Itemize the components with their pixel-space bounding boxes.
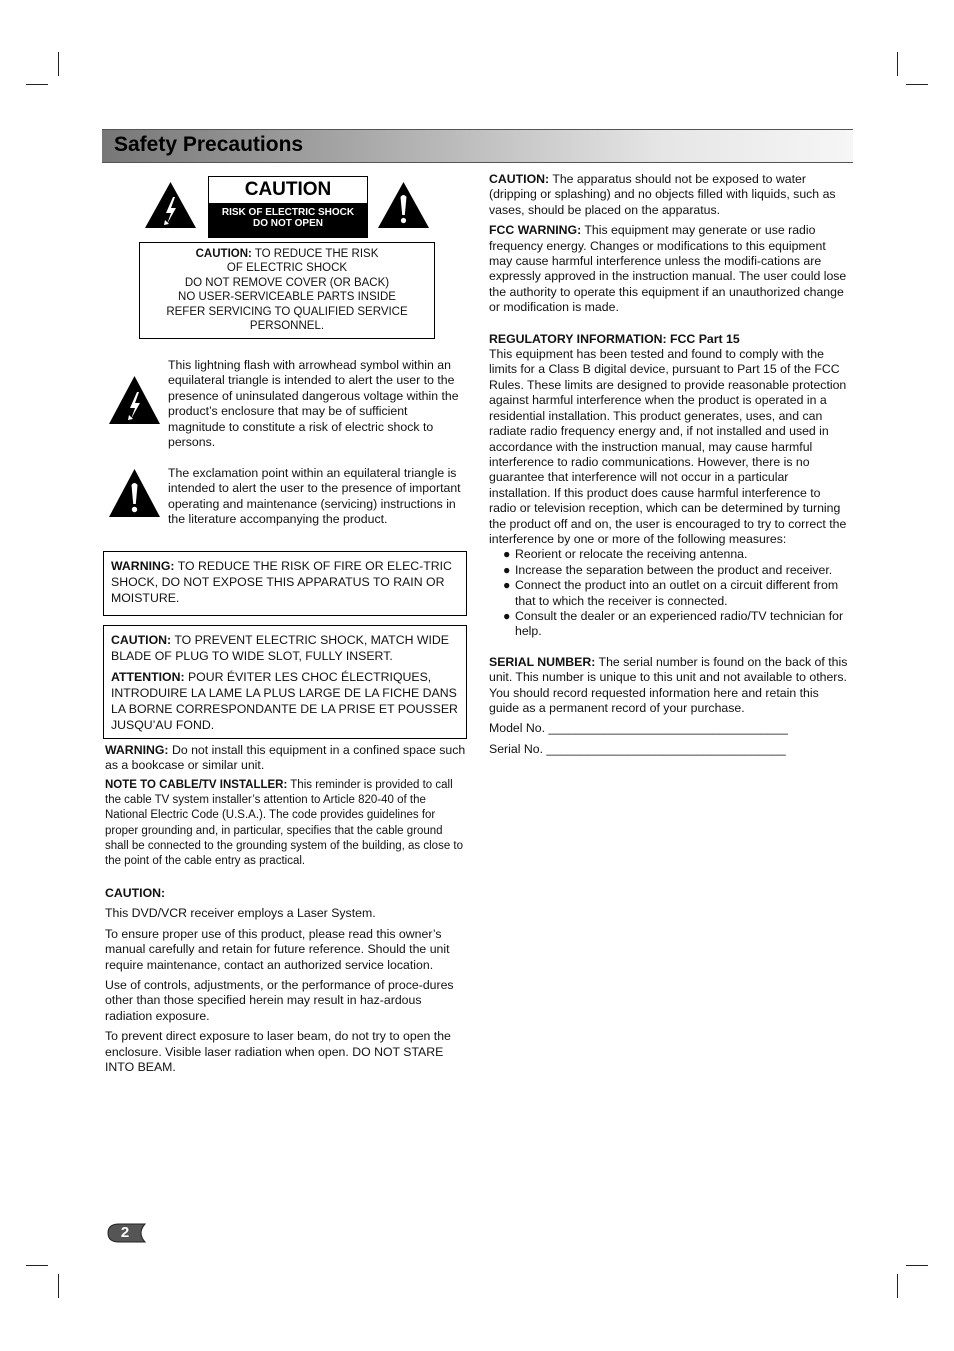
regulatory-text: This equipment has been tested and found to comply with the limits for a Class B digital device, pursuant to Part 15 of the FCC Rules. These limits are designed to provide reasonable protection against harmful interference when the product is operated in a residential installation. This product generates, uses, and can radiate radio frequency energy and, if not installed and used in accordance with the instruction manual, may cause harmful interference to radio communications. However, there is no guarantee that interference will not occur in a particular installation. If this product does cause harmful interference to radio or television reception, which can be determined by turning the product off and on, the user is encouraged to try to correct the interference by one or more of the following measures: [489,347,847,546]
confined-space-warning [105,743,467,779]
list-item: ● Increase the separation between the product and receiver. [503,562,833,577]
regulatory-heading: REGULATORY INFORMATION: FCC Part 15 [489,331,740,346]
warning-lead: WARNING: [111,559,175,573]
note-lead: NOTE TO CABLE/TV INSTALLER: [105,779,288,791]
list-item: ● Reorient or relocate the receiving antenna. [503,547,748,562]
bullet: ● [503,578,511,593]
exclamation-triangle-icon [376,180,431,230]
lightning-explanation: This lightning flash with arrowhead symbol within an equilateral triangle is intended to alert the user to the presence of uninsulated dangerous voltage within the product’s enclosure that may be of sufficient magnitude to constitute a risk of electric shock to persons. [168,358,459,450]
list-item: ● Connect the product into an outlet on a circuit different from that to which the receiver is connected. [503,578,839,608]
list-item: ● Consult the dealer or an experienced radio/TV technician for help. [503,608,844,639]
crop-mark [897,52,898,76]
water-caution-text: The apparatus should not be exposed to water (dripping or splashing) and no objects filled with liquids, such as vases, should be placed on the apparatus. [489,172,836,217]
caution-label-line: DO NOT OPEN [252,218,323,229]
measures-list [489,547,849,639]
caution-notice-box [139,242,435,339]
warning-text: TO REDUCE THE RISK OF FIRE OR ELEC-TRIC SHOCK, DO NOT EXPOSE THIS APPARATUS TO RAIN OR MOISTURE. [111,559,452,605]
model-number-field: Model No. ___________________________________ [489,721,788,736]
serial-number-text: The serial number is found on the back of this unit. This number is unique to this unit and not available to others. You should record requested information here and retain this guide as a permanent record of your purchase. [489,654,848,715]
attention-lead: ATTENTION: [111,670,185,684]
page-title: Safety Precautions [114,133,304,156]
bullet: ● [503,547,511,562]
moisture-warning-box [103,551,467,616]
caution-line: REFER SERVICING TO QUALIFIED SERVICE [166,305,408,318]
crop-mark [906,1265,928,1266]
crop-mark [58,52,59,76]
caution-lead: CAUTION: [489,172,550,186]
cable-installer-note [105,778,467,874]
fcc-warning-text: This equipment may generate or use radio frequency energy. Changes or modifications to this equipment may cause harmful interference unless the modifi-cations are expressly approved in the instruction manual. The user could lose the authority to operate this equipment if an unauthorized change or modification is made. [489,223,847,315]
serial-number-field: Serial No. ___________________________________ [489,741,786,756]
warning-text: Do not install this equipment in a confined space such as a bookcase or similar unit. [105,743,466,773]
note-text: This reminder is provided to call the cable TV system installer’s attention to Article 820-40 of the National Electric Code (U.S.A.). The code provides guidelines for proper grounding and, in particular, specifies that the cable ground shall be connected to the grounding system of the building, as close to the point of the cable entry as practical. [105,779,464,868]
exclamation-explanation: The exclamation point within an equilateral triangle is intended to alert the user to the presence of important operating and maintenance (servicing) instructions in the literature accompanying the product. [168,466,461,527]
lightning-triangle-icon [143,180,198,230]
laser-heading: CAUTION: [105,886,166,900]
page-number: 2 [120,1224,130,1241]
caution-line: TO REDUCE THE RISK [251,248,379,260]
caution-label-line: RISK OF ELECTRIC SHOCK [221,207,355,218]
laser-paragraph: To prevent direct exposure to laser beam, do not try to open the enclosure. Visible laser radiation when open. DO NOT STARE INTO BEAM. [105,1029,451,1075]
laser-caution-section [105,886,467,1080]
caution-label-title: CAUTION [209,177,367,203]
crop-mark [906,84,928,85]
caution-line: OF ELECTRIC SHOCK [226,262,348,275]
serial-number-lead: SERIAL NUMBER: [489,654,596,669]
exclamation-triangle-icon [107,467,162,519]
caution-lead: CAUTION: [195,248,252,260]
plug-caution-box [103,625,467,739]
crop-mark [26,84,48,85]
right-column [489,172,849,762]
crop-mark [26,1265,48,1266]
attention-text: POUR ÉVITER LES CHOC ÉLECTRIQUES, INTRODUIRE LA LAME LA PLUS LARGE DE LA FICHE DANS LA BORNE CORRESPONDANTE DE LA PRISE ET POUSSER JUSQU’AU FOND. [111,670,458,732]
caution-line: DO NOT REMOVE COVER (OR BACK) [184,276,390,289]
bullet: ● [503,562,511,577]
fcc-warning-lead: FCC WARNING: [489,223,582,238]
warning-lead: WARNING: [105,743,169,757]
title-banner [102,129,853,163]
caution-line: NO USER-SERVICEABLE PARTS INSIDE [178,291,396,304]
laser-paragraph: To ensure proper use of this product, please read this owner’s manual carefully and retain for future reference. Should the unit require maintenance, contact an authorized service location. [105,926,450,972]
crop-mark [58,1274,59,1298]
caution-text: TO PREVENT ELECTRIC SHOCK, MATCH WIDE BLADE OF PLUG TO WIDE SLOT, FULLY INSERT. [111,633,449,663]
crop-mark [897,1274,898,1298]
laser-paragraph: This DVD/VCR receiver employs a Laser System. [105,906,376,921]
caution-lead: CAUTION: [111,633,172,647]
caution-label [208,176,368,238]
bullet: ● [503,608,511,623]
laser-paragraph: Use of controls, adjustments, or the performance of proce-dures other than those specified herein may result in haz-ardous radiation exposure. [105,978,454,1023]
caution-line: PERSONNEL. [249,320,325,333]
lightning-triangle-icon [107,374,162,426]
